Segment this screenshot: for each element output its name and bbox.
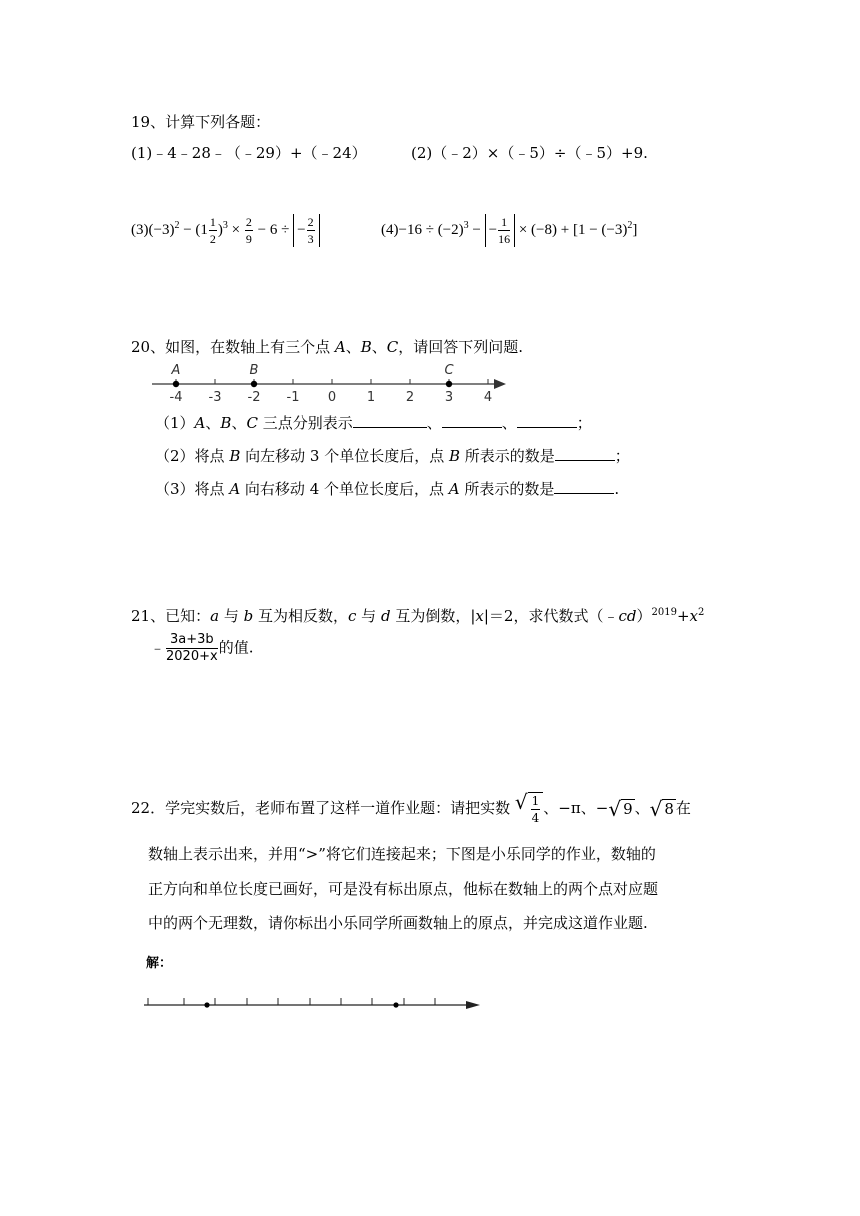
q22-line4: 中的两个无理数，请你标出小乐同学所画数轴上的原点，并完成这道作业题. bbox=[148, 914, 648, 932]
answer-blank-c[interactable] bbox=[517, 412, 577, 428]
point-label-b: B bbox=[249, 363, 259, 378]
q19-part1: (1)﹣4﹣28﹣（﹣29）+（﹣24） bbox=[131, 144, 367, 162]
number-line-tick-label: -2 bbox=[247, 390, 261, 405]
answer-blank-move-b[interactable] bbox=[555, 445, 615, 461]
q21-line1: 21、已知：a 与 b 互为相反数，c 与 d 互为倒数，|x|＝2，求代数式$(﹣cd)^{2019}+x^2$ bbox=[131, 607, 705, 625]
point-b bbox=[251, 381, 257, 387]
point-label-c: C bbox=[444, 363, 454, 378]
answer-blank-move-a[interactable] bbox=[554, 478, 614, 494]
q19-part3: $(3)(-3)^2 - (1$ $\frac{1}{2}$ )$^3$ × $\frac{2}{9}$ − 6 ÷ − $\frac{2}{3}$ bbox=[131, 214, 320, 247]
blank-number-line bbox=[140, 992, 490, 1016]
irrational-point-1 bbox=[204, 1002, 209, 1007]
q21-line2: ﹣ $\frac{3a+3b}{2020+x}$ 的值. bbox=[150, 632, 254, 664]
number-line-tick-label: 4 bbox=[483, 390, 493, 405]
q19-part4: $(4)-16 \div (-2)^3$ − − $\frac{1}{16}$ × $(-8) + [1 - (-3)^2]$ bbox=[381, 215, 638, 246]
q19-part2: (2)（﹣2）×（﹣5）÷（﹣5）+9. bbox=[411, 144, 648, 162]
answer-label: 解： bbox=[146, 956, 173, 971]
point-c bbox=[446, 381, 452, 387]
number-line-tick-label: -1 bbox=[286, 390, 300, 405]
axis-arrow-icon bbox=[494, 379, 506, 389]
number-line-tick-label: 0 bbox=[327, 390, 337, 405]
q20-subq3: （3）将点 A 向右移动 4 个单位长度后，点 A 所表示的数是 . bbox=[155, 480, 620, 498]
q20-intro: 20、如图，在数轴上有三个点 A、B、C，请回答下列问题. bbox=[131, 338, 524, 356]
answer-blank-b[interactable] bbox=[442, 412, 502, 428]
number-line-tick-label: -3 bbox=[208, 390, 222, 405]
q20-subq1: （1）A、B、C 三点分别表示 、 、 ； bbox=[155, 414, 592, 432]
q19-title: 19、计算下列各题： bbox=[131, 113, 271, 131]
irrational-point-2 bbox=[393, 1002, 398, 1007]
q22-line3: 正方向和单位长度已画好，可是没有标出原点，他标在数轴上的两个点对应题 bbox=[148, 880, 659, 898]
number-line-tick-label: 3 bbox=[444, 390, 454, 405]
point-a bbox=[173, 381, 179, 387]
q22-line2: 数轴上表示出来，并用“>”将它们连接起来；下图是小乐同学的作业，数轴的 bbox=[148, 845, 656, 863]
answer-blank-a[interactable] bbox=[353, 412, 427, 428]
blank-axis-arrow-icon bbox=[466, 1001, 480, 1009]
number-line-tick-label: 2 bbox=[405, 390, 415, 405]
q20-subq2: （2）将点 B 向左移动 3 个单位长度后，点 B 所表示的数是 ； bbox=[155, 447, 630, 465]
number-line-figure bbox=[140, 356, 520, 406]
number-line-tick-label: -4 bbox=[169, 390, 183, 405]
q22-line1: 22．学完实数后，老师布置了这样一道作业题：请把实数 √ $\frac{1}{4}$ 、−π、− √ 9 、 √ 8 在 bbox=[131, 790, 691, 825]
point-label-a: A bbox=[171, 363, 181, 378]
number-line-tick-label: 1 bbox=[366, 390, 376, 405]
